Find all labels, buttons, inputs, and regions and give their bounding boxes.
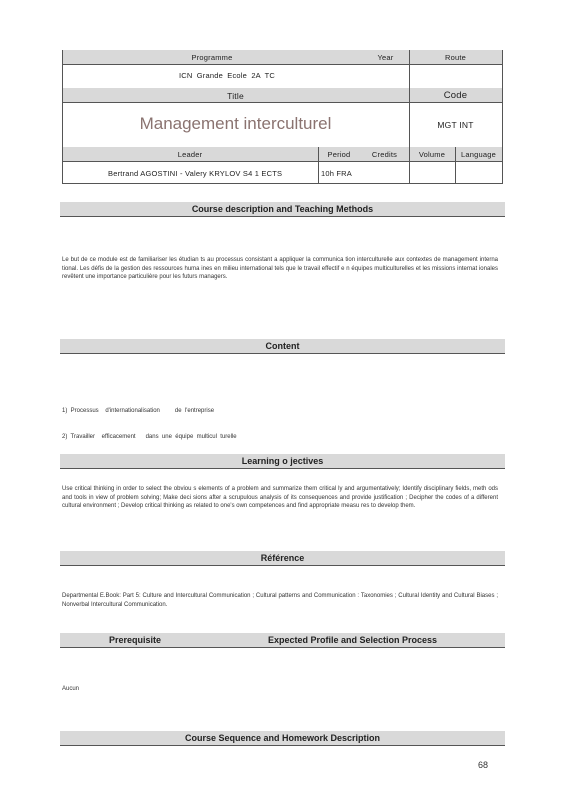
period-label: Period xyxy=(327,150,351,159)
credits-label: Credits xyxy=(371,150,398,159)
course-code: MGT INT xyxy=(437,120,474,130)
content-list xyxy=(62,390,498,485)
leader-value: Bertrand AGOSTINI - Valery KRYLOV S4 1 ECTS xyxy=(108,169,283,178)
course-description-heading: Course description and Teaching Methods xyxy=(191,204,374,214)
language-label: Language xyxy=(461,150,496,159)
expected-profile-heading: Expected Profile and Selection Process xyxy=(267,635,438,645)
code-label: Code xyxy=(443,90,468,101)
volume-language-value: 10h FRA xyxy=(321,169,352,178)
content-item: 2) Travailler efficacement dans une équipe multicul turelle xyxy=(62,433,237,440)
reference-text: Departmental E.Book: Part 5: Culture and Intercultural Communication ; Cultural patterns and Communication : Taxonomies ; Cultural Identity and Cultural Biases ; Nonverbal Intercultural Communication. xyxy=(62,593,498,608)
volume-label: Volume xyxy=(418,150,446,159)
route-label: Route xyxy=(444,53,466,62)
prerequisite-heading: Prerequisite xyxy=(108,635,162,645)
content-item: 1) Processus d'internationalisation de l'entreprise xyxy=(62,408,215,415)
content-heading: Content xyxy=(265,341,300,351)
learning-objectives-text: Use critical thinking in order to select the obviou s elements of a problem and summarize them critical ly and argumentatively; Identify disciplinary fields, meth ods and tools in view of problem solving; Make deci sions after a scrupulous analysis of its consequences and provide justification ; Decipher the codes of a different cultural environment ; Develop critical thinking as related to one's own competences and find appropriate measu res to develop them. xyxy=(62,486,498,510)
programme-label: Programme xyxy=(191,53,233,62)
title-label: Title xyxy=(227,91,244,101)
programme-value: ICN Grande Ecole 2A TC xyxy=(178,71,276,80)
learning-objectives-heading: Learning o jectives xyxy=(241,456,324,466)
leader-label: Leader xyxy=(177,150,203,159)
prerequisite-text: Aucun xyxy=(62,686,80,692)
page-number: 68 xyxy=(478,760,489,770)
reference-heading: Référence xyxy=(260,553,305,563)
course-sequence-heading: Course Sequence and Homework Description xyxy=(184,733,381,743)
course-title: Management interculturel xyxy=(139,114,332,133)
course-description-text: Le but de ce module est de familiariser les étudian ts au processus consistant a appliquer la communica tion interculturelle aux contextes de management interna tional. Les défis de la gestion des ressources huma ines en milieu international tels que le travail effectif e n équipes multiculturelles et les missions internat ionales revêtent une importance particulière pour les futurs managers. xyxy=(62,257,498,281)
year-label: Year xyxy=(377,53,394,62)
